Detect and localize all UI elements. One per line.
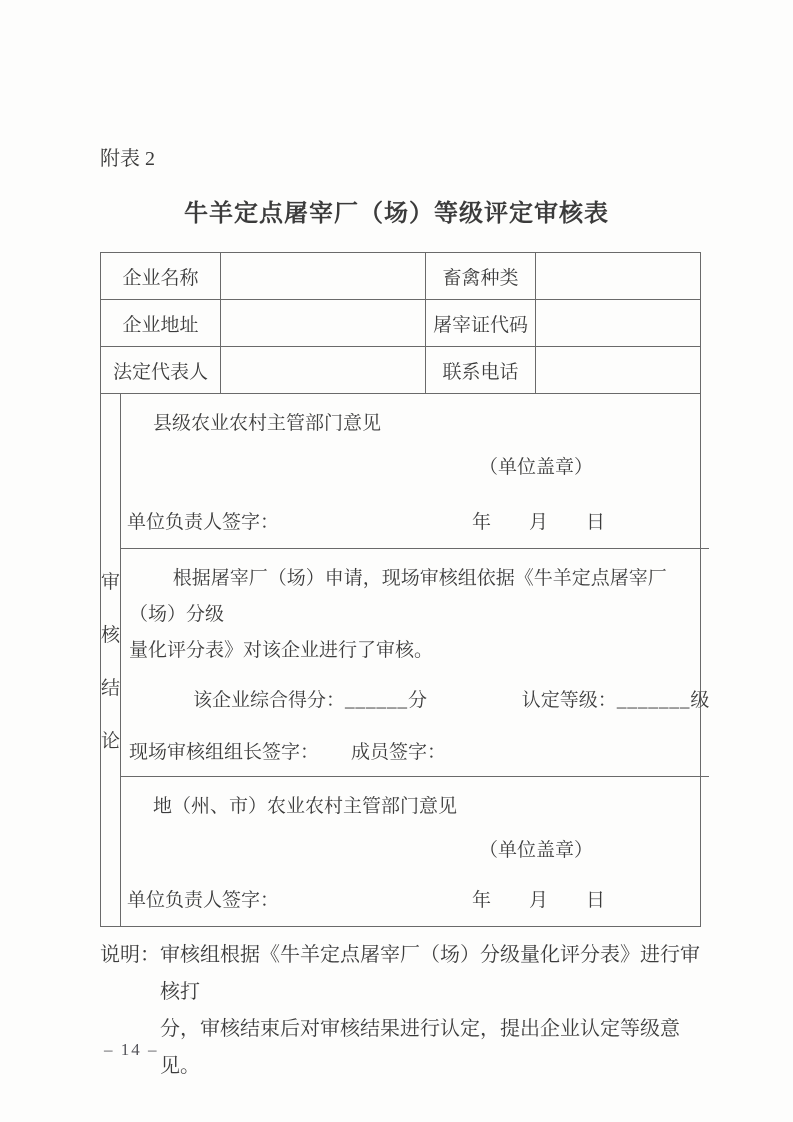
audit-paragraph (129, 561, 701, 669)
county-sign-label: 单位负责人签字： (127, 512, 280, 533)
review-conclusion-row (101, 394, 710, 926)
review-conclusion-label (101, 394, 121, 926)
enterprise-info-grid (101, 253, 700, 394)
prefecture-opinion-section (121, 777, 709, 926)
note-text (160, 937, 718, 1085)
county-seal-note: （单位盖章） (479, 457, 594, 478)
prefecture-opinion-heading: 地（州、市）农业农村主管部门意见 (153, 796, 458, 817)
county-opinion-heading: 县级农业农村主管部门意见 (153, 413, 382, 434)
vlabel-char: 核 (101, 625, 121, 646)
score-unit: 分 (408, 690, 428, 711)
note-label: 说明： (100, 944, 160, 966)
review-form-table (100, 252, 710, 927)
form-note (100, 937, 718, 1085)
audit-result-section (121, 549, 709, 777)
note-line2: 分，审核结束后对审核结果进行认定，提出企业认定等级意见。 (160, 1018, 680, 1077)
field-value-enterprise-address (221, 300, 426, 347)
field-label-contact-phone: 联系电话 (426, 347, 536, 394)
prefecture-seal-note: （单位盖章） (479, 840, 594, 861)
prefecture-date-placeholder: 年 月 日 (472, 890, 606, 911)
audit-paragraph-line1: 根据屠宰厂（场）申请，现场审核组依据《牛羊定点屠宰厂（场）分级 (129, 568, 667, 625)
score-grade-row (121, 685, 709, 712)
field-value-contact-phone (536, 347, 700, 394)
score-group (193, 690, 427, 711)
field-value-slaughter-cert-code (536, 300, 700, 347)
conclusion-sections (121, 394, 709, 926)
county-opinion-section (121, 394, 709, 549)
grade-group (522, 690, 710, 711)
appendix-label: 附表 2 (100, 148, 155, 170)
grade-blank-line: _______ (616, 690, 691, 711)
field-label-slaughter-cert-code: 屠宰证代码 (426, 300, 536, 347)
county-sign-row (127, 507, 709, 534)
score-label: 该企业综合得分： (193, 690, 346, 711)
form-title: 牛羊定点屠宰厂（场）等级评定审核表 (184, 201, 609, 227)
audit-paragraph-line2: 量化评分表》对该企业进行了审核。 (129, 640, 434, 661)
vlabel-char: 结 (101, 678, 121, 699)
county-date-placeholder: 年 月 日 (472, 512, 606, 533)
leader-sign-label: 现场审核组组长签字： (129, 742, 320, 763)
grade-unit: 级 (690, 690, 710, 711)
field-label-enterprise-address: 企业地址 (101, 300, 221, 347)
field-label-legal-representative: 法定代表人 (101, 347, 221, 394)
note-line1: 审核组根据《牛羊定点屠宰厂（场）分级量化评分表》进行审核打 (160, 944, 700, 1003)
grade-label: 认定等级： (521, 690, 617, 711)
vlabel-char: 审 (101, 572, 121, 593)
field-label-enterprise-name: 企业名称 (101, 253, 221, 300)
member-sign-label: 成员签字： (351, 742, 447, 763)
field-value-enterprise-name (221, 253, 426, 300)
score-blank-line: ______ (345, 690, 409, 711)
vlabel-char: 论 (101, 731, 121, 752)
field-label-livestock-type: 畜禽种类 (426, 253, 536, 300)
page-number: – 14 – (104, 1040, 159, 1059)
prefecture-sign-label: 单位负责人签字： (127, 890, 280, 911)
field-value-legal-representative (221, 347, 426, 394)
prefecture-sign-row (127, 885, 709, 912)
field-value-livestock-type (536, 253, 700, 300)
audit-sign-row (129, 737, 709, 764)
